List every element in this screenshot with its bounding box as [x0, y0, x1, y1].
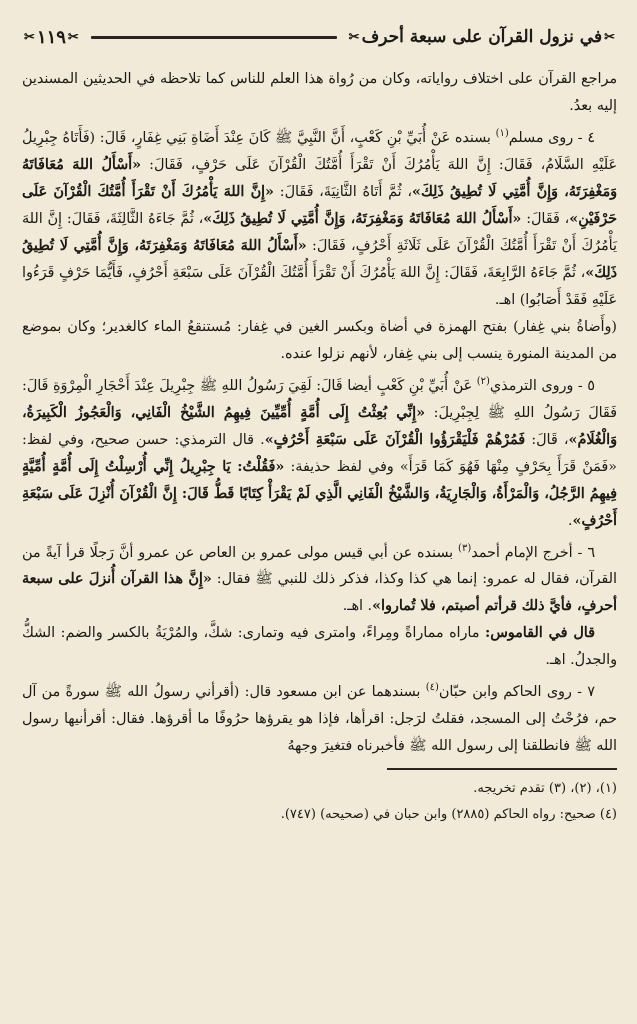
ornament-icon: ✂	[67, 29, 79, 45]
text-run: بسنده عَنْ أُبَيِّ بْنِ كَعْبٍ، أَنَّ النَّبِيَّ ﷺ كَانَ عِنْدَ أَضَاةِ بَنِي غِفَارٍ، قَالَ: (فَأَتَاهُ جِبْرِيلُ عَلَيْهِ السَّلَامُ، فَقَالَ: إِنَّ اللهَ يَأْمُرُكَ أَنْ تَقْرَأَ أُمَّتُكَ الْقُرْآنَ عَلَى حَرْفٍ، فَقَالَ:	[22, 129, 617, 173]
quoted-text: «إِنَّ هذا القرآن أُنزلَ على سبعة أحرفٍ، فأيَّ ذلك قرأتم أصبتم، فلا تُماروا»	[22, 571, 617, 615]
quoted-text: «إِنَّ اللهَ يَأْمُرُكَ أَنْ تَقْرَأَ أُمَّتُكَ الْقُرْآنَ عَلَى حَرْفَيْنِ»	[22, 183, 617, 227]
ornament-icon: ✂	[604, 29, 615, 45]
text-run: ٥ - وروى الترمذي	[489, 377, 595, 394]
quoted-text: فَمُرْهُمْ فَلْيَقْرَؤُوا الْقُرْآنَ عَلَى سَبْعَةِ أَحْرُفٍ»	[264, 431, 526, 448]
text-run: .	[567, 512, 573, 529]
running-title: في نزول القرآن على سبعة أحرف	[361, 27, 603, 47]
footnote: (١)، (٢)، (٣) تقدم تخريجه.	[473, 781, 617, 797]
text-run: ، فَقَالَ:	[521, 210, 570, 227]
text-run: عَنْ أُبَيِّ بْنِ كَعْبٍ أيضا قَالَ: لَقِيَ رَسُولُ اللهِ ﷺ جِبْرِيلَ عِنْدَ أَحْجَارِ الْمِرْوَةِ قَالَ: فَقَالَ رَسُولُ اللهِ ﷺ لِجِبْرِيلَ:	[22, 377, 617, 421]
text-run: بسنده عن أبي قيس مولى عمرو بن العاص عن عمرو أنَّ رَجلًا قرأ آيةً من القرآن، فقال له عمرو: إنما هي كذا وكذا، فذكر ذلك للنبي ﷺ فقال:	[22, 544, 617, 588]
quoted-text: «إِنِّي بُعِثْتُ إِلَى أُمَّةٍ أُمِّيِّينَ فِيهِمُ الشَّيْخُ الْفَانِي، وَالْعَجُوزُ الْكَبِيرَةُ، وَالْغُلَامُ»	[22, 404, 617, 448]
text-run: ، ثُمَّ جَاءَهُ الرَّابِعَةَ، فَقَالَ: إِنَّ اللهَ يَأْمُرُكَ أَنْ تَقْرَأَ أُمَّتُكَ الْقُرْآنَ عَلَى سَبْعَةِ أَحْرُفٍ، فَأَيُّمَا حَرْفٍ قَرَءُوا عَلَيْهِ فَقَدْ أَصَابُوا) اهـ.	[22, 264, 617, 308]
quoted-text: «أَسْأَلُ اللهَ مُعَافَاتَهُ وَمَغْفِرَتَهُ، وَإِنَّ أُمَّتِي لَا تُطِيقُ ذَلِكَ»	[22, 156, 618, 200]
text-run: ، ثُمَّ جَاءَهُ الثَّالِثَةَ، فَقَالَ: إِنَّ اللهَ يَأْمُرُكَ أَنْ تَقْرَأَ أُمَّتُكَ الْقُرْآنَ عَلَى ثَلَاثَةِ أَحْرُفٍ، فَقَالَ:	[22, 210, 617, 254]
footnote-separator	[387, 768, 617, 770]
footnotes	[22, 776, 617, 828]
footnote-ref: (٣)	[458, 542, 472, 554]
paragraph	[22, 368, 617, 535]
paragraph	[22, 674, 617, 760]
text-run: (وأَضاةُ بني غِفار) بفتح الهمزة في أضاة وبكسر الغين في غِفار: مُستنقعُ الماء كالغدير؛ وكان بموضع من المدينة المنورة ينسب إلى بني غِفار، لأنهم نزلوا عنده.	[22, 318, 617, 362]
text-run: بسندهما عن ابن مسعود قال: (أقرأني رسولُ الله ﷺ سورةً من آل حم، فرُحْتُ إلى المسجد، فقلتُ لرَجل: اقرأها، فإذا هو يقرؤها حرُوفًا ما أقرؤها. فقال: أقرأنيها رسول الله ﷺ فانطلقنا إلى رسول الله ﷺ فأخبرناه فتغيرَ وجههُ	[22, 684, 617, 755]
quoted-text: «أَسْأَلُ اللهَ مُعَافَاتَهُ وَمَغْفِرَتَهُ، وَإِنَّ أُمَّتِي لَا تُطِيقُ ذَلِكَ»	[203, 210, 522, 227]
text-run: ، ثُمَّ أَتَاهُ الثَّانِيَةَ، فَقَالَ:	[273, 183, 413, 200]
header-rule	[91, 36, 337, 39]
footnote: (٤) صحيح: رواه الحاكم (٢٨٨٥) وابن حبان في (صحيحه) (٧٤٧).	[280, 807, 617, 823]
text-run: ٤ - روى مسلم	[508, 129, 595, 146]
page-number: ١١٩	[36, 26, 66, 48]
footnote-ref: (٢)	[476, 375, 490, 387]
page-header	[22, 22, 617, 52]
ornament-icon: ✂	[348, 29, 360, 45]
text-run: مراجع القرآن على اختلاف رواياته، وكان من رُواة هذا العلم للناس كما تلاحظه في الحديثين المسندين إليه بعدُ.	[22, 71, 617, 114]
quoted-text: قال في القاموس:	[485, 625, 595, 642]
text-run: . قال الترمذي: حسن صحيح، وفي لفظ: «فَمَنْ قَرَأَ بِحَرْفٍ مِنْهَا فَهُوَ كَمَا قَرَأَ» وفي لفظ حذيفة:	[22, 431, 617, 475]
paragraph	[22, 66, 617, 120]
quoted-text: «أَسْأَلُ اللهَ مُعَافَاتَهُ وَمَغْفِرَتَهُ، وَإِنَّ أُمَّتِي لَا تُطِيقُ ذَلِكَ»	[22, 237, 617, 281]
paragraph	[22, 314, 617, 368]
page-body	[22, 66, 617, 760]
paragraph	[22, 620, 617, 674]
quoted-text: «فَقُلْتُ: يَا جِبْرِيلُ إِنِّي أُرْسِلْتُ إِلَى أُمَّةٍ أُمِّيَّةٍ فِيهِمُ الرَّجُلُ، وَالْمَرْأَةُ، وَالْجَارِيَةُ، وَالشَّيْخُ الْفَانِي الَّذِي لَمْ يَقْرَأْ كِتَابًا قَطُّ قَالَ: إِنَّ الْقُرْآنَ أُنْزِلَ عَلَى سَبْعَةِ أَحْرُفٍ»	[22, 458, 617, 529]
text-run: ٦ - أخرج الإمام أحمد	[471, 544, 595, 561]
text-run: ماراه مماراةً ومِراءً، وامترى فيه وتمارى: شكَّ، والمُرْيَةُ بالكسر والضم: الشكُّ والجدلُ. اهـ.	[22, 625, 617, 669]
footnote-ref: (٤)	[425, 682, 439, 694]
text-run: ٧ - روى الحاكم وابن حبّان	[438, 684, 595, 701]
footnote-ref: (١)	[495, 128, 509, 139]
text-run: . اهـ.	[342, 598, 373, 615]
paragraph	[22, 120, 617, 314]
text-run: ، قَالَ:	[525, 431, 569, 448]
paragraph	[22, 535, 617, 621]
ornament-icon: ✂	[24, 29, 35, 45]
